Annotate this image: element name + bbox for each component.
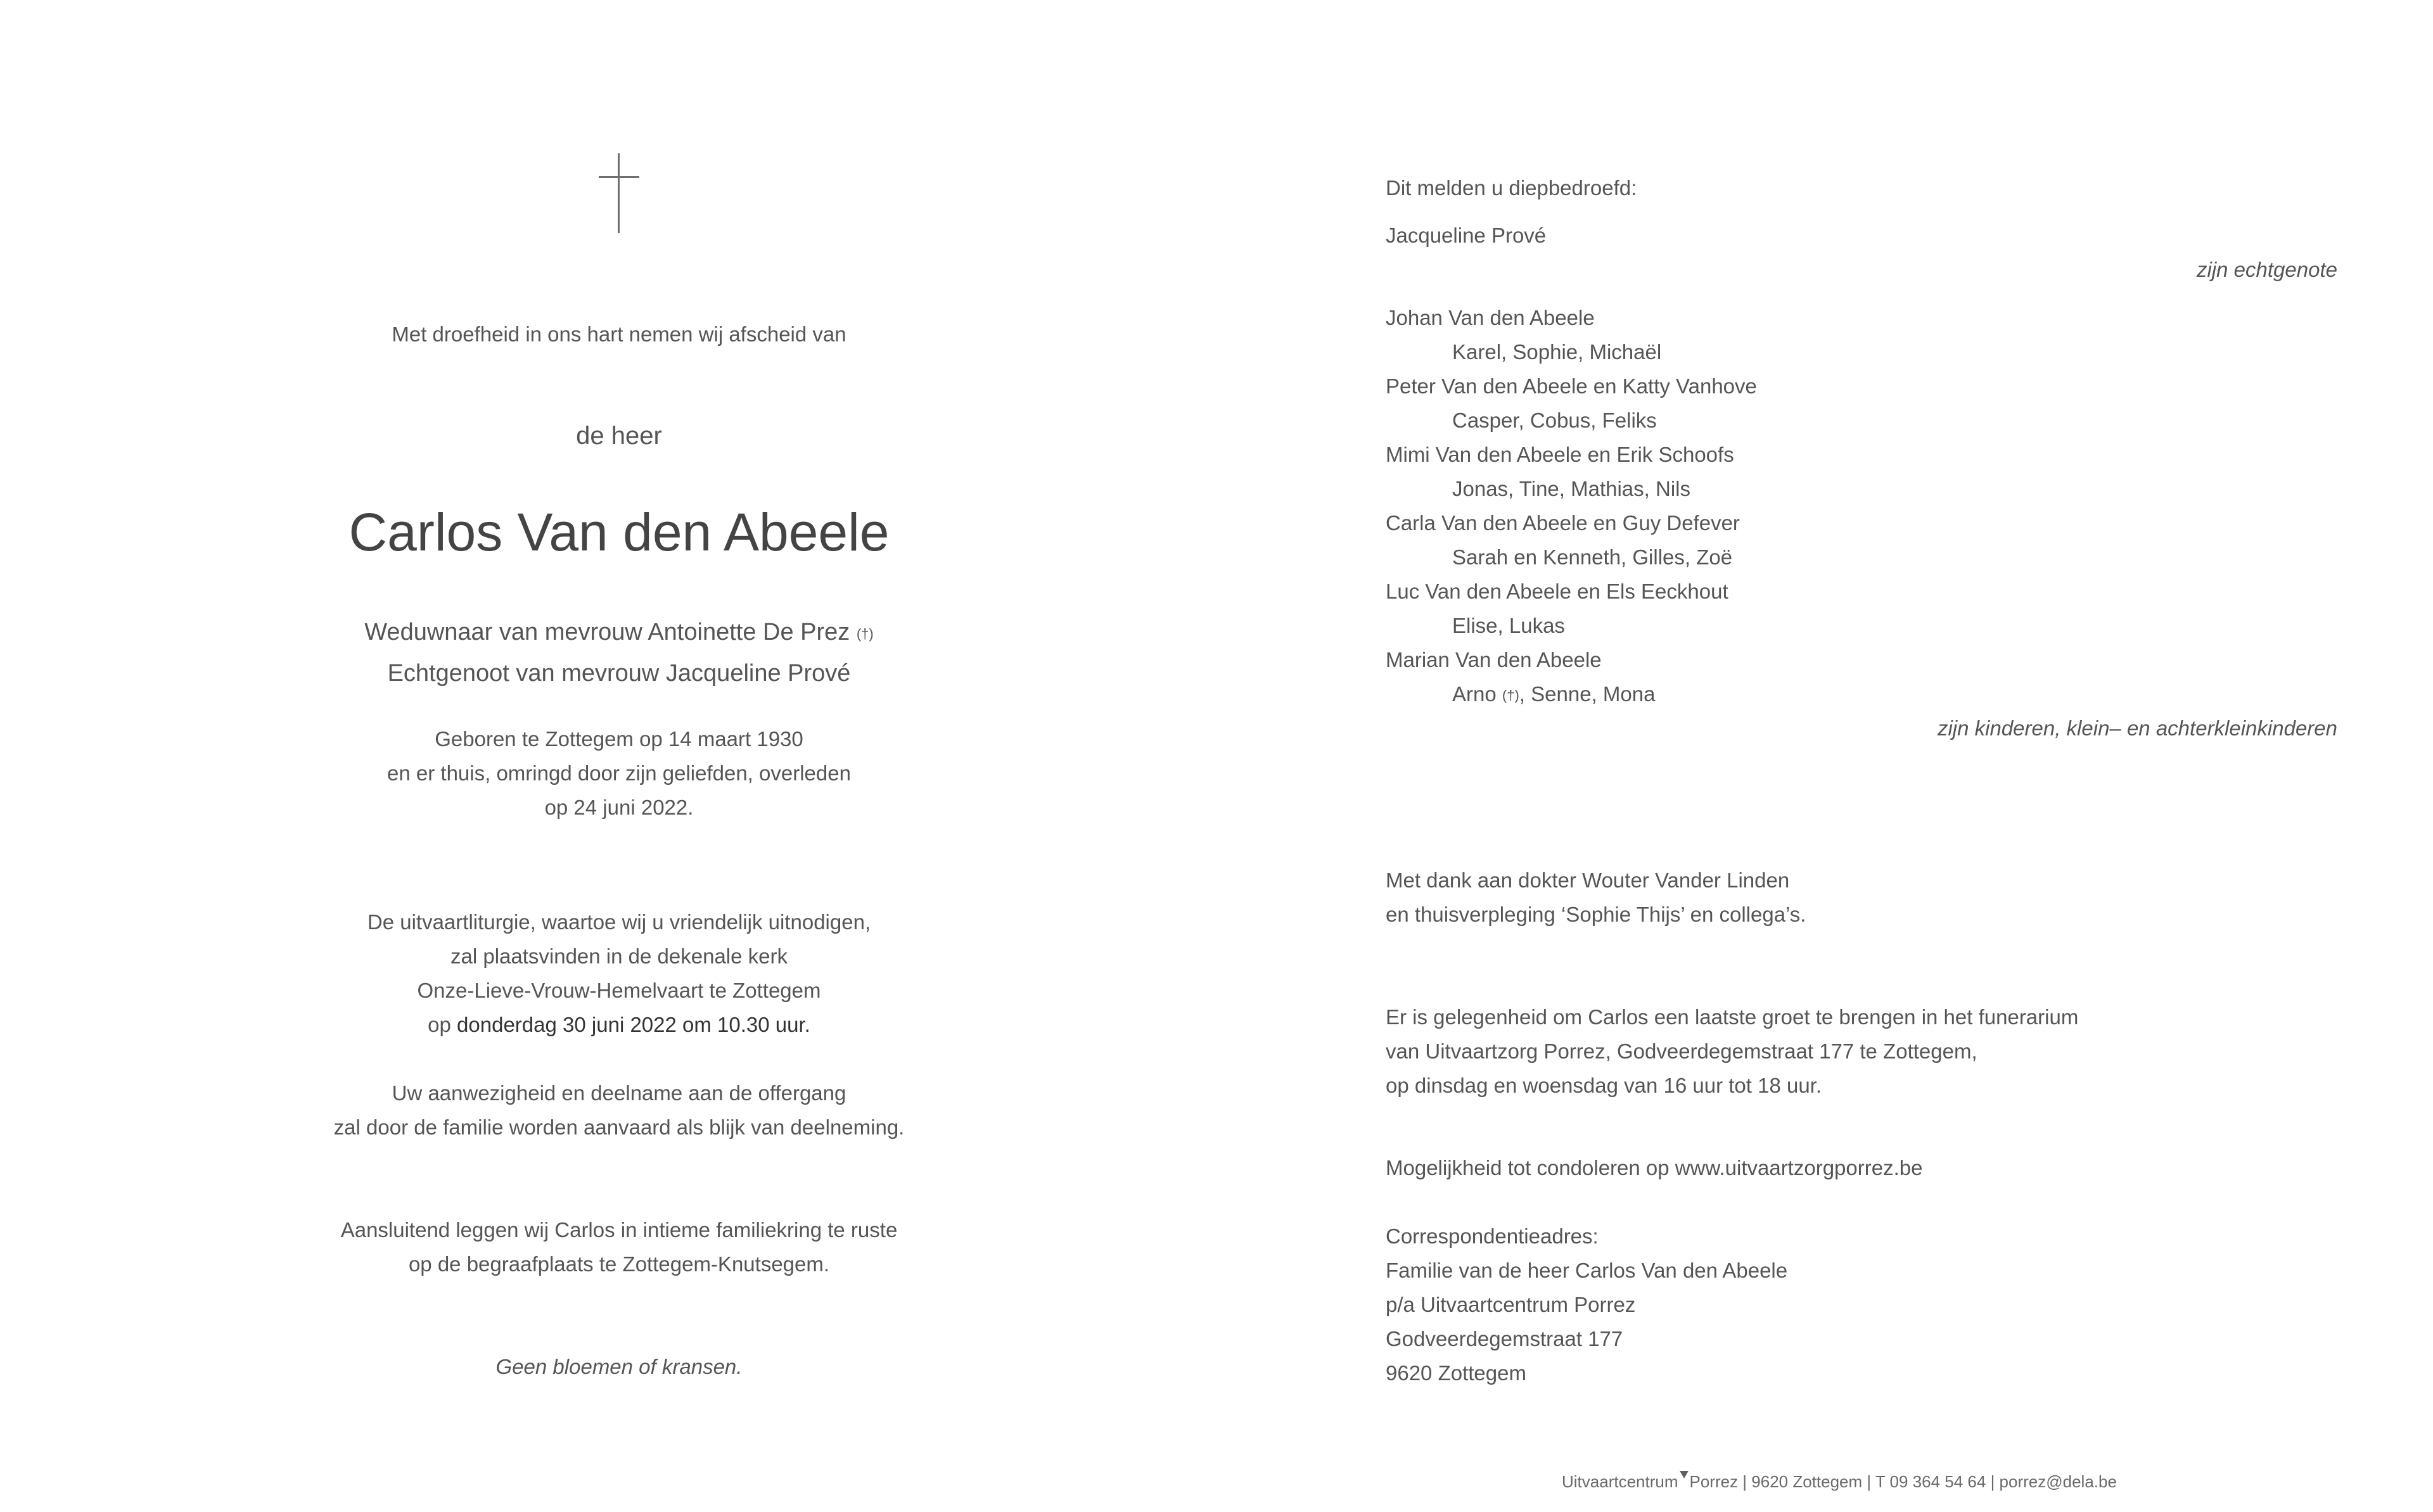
liturgy-date-prefix: op xyxy=(428,1013,457,1036)
grandchildren: Sarah en Kenneth, Gilles, Zoë xyxy=(1452,545,1733,569)
spouse-name: Jacqueline Prové xyxy=(1386,224,1547,247)
cross-horizontal-bar xyxy=(599,176,639,178)
presence-line: zal door de familie worden aanvaard als blijk van deelneming. xyxy=(333,1115,905,1139)
cross-vertical-bar xyxy=(618,153,620,233)
correspondence-line: p/a Uitvaartcentrum Porrez xyxy=(1386,1293,1636,1316)
grandchildren: Karel, Sophie, Michaël xyxy=(1452,340,1662,364)
title-prefix: de heer xyxy=(576,422,662,450)
funeral-home-footer xyxy=(1562,1471,2117,1492)
footer-brand-second: Porrez xyxy=(1689,1472,1739,1491)
thanks-line: en thuisverpleging ‘Sophie Thijs’ en collega’s. xyxy=(1386,903,1806,926)
visitation-line: op dinsdag en woensdag van 16 uur tot 18 uur. xyxy=(1386,1074,1822,1097)
correspondence-line: Godveerdegemstraat 177 xyxy=(1386,1327,1623,1350)
footer-contact: | 9620 Zottegem | T 09 364 54 64 | porrez@dela.be xyxy=(1738,1472,2117,1491)
presence-line: Uw aanwezigheid en deelname aan de offergang xyxy=(392,1081,846,1105)
dagger-icon: (†) xyxy=(1502,687,1519,703)
grandchildren: Casper, Cobus, Feliks xyxy=(1452,409,1657,432)
liturgy-date: donderdag 30 juni 2022 om 10.30 uur. xyxy=(457,1013,810,1036)
child-name: Luc Van den Abeele en Els Eeckhout xyxy=(1386,580,1728,603)
liturgy-date-line xyxy=(302,1012,936,1038)
correspondence-line: Familie van de heer Carlos Van den Abeele xyxy=(1386,1259,1788,1282)
liturgy-line: zal plaatsvinden in de dekenale kerk xyxy=(450,944,788,968)
condolences-text: Mogelijkheid tot condoleren op www.uitvaartzorgporrez.be xyxy=(1386,1156,1923,1179)
cross-icon xyxy=(599,153,639,233)
grandchildren: Elise, Lukas xyxy=(1452,614,1565,637)
announcement: Dit melden u diepbedroefd: xyxy=(1386,176,1637,200)
liturgy-line: De uitvaartliturgie, waartoe wij u vriendelijk uitnodigen, xyxy=(367,910,871,934)
relation-widower xyxy=(302,618,936,649)
grandchildren: Jonas, Tine, Mathias, Nils xyxy=(1452,477,1690,500)
birth-death-line: Geboren te Zottegem op 14 maart 1930 xyxy=(435,727,803,751)
no-flowers-note: Geen bloemen of kransen. xyxy=(495,1355,743,1378)
child-name: Mimi Van den Abeele en Erik Schoofs xyxy=(1386,443,1734,466)
grandchildren xyxy=(1452,682,1655,708)
birth-death-line: en er thuis, omringd door zijn geliefden, overleden xyxy=(387,761,851,785)
spouse-caption: zijn echtgenote xyxy=(2197,258,2337,281)
grandchild-name: Arno xyxy=(1452,682,1497,706)
thanks-line: Met dank aan dokter Wouter Vander Linden xyxy=(1386,868,1790,892)
child-name: Marian Van den Abeele xyxy=(1386,648,1602,671)
relation-text: Weduwnaar van mevrouw Antoinette De Prez xyxy=(364,619,850,645)
grandchildren-rest: , Senne, Mona xyxy=(1519,682,1656,706)
correspondence-label: Correspondentieadres: xyxy=(1386,1224,1599,1248)
footer-brand-first: Uitvaartcentrum xyxy=(1562,1472,1678,1491)
visitation-line: van Uitvaartzorg Porrez, Godveerdegemstraat 177 te Zottegem, xyxy=(1386,1039,1977,1063)
family-caption: zijn kinderen, klein– en achterkleinkinderen xyxy=(1937,716,2337,740)
child-name: Johan Van den Abeele xyxy=(1386,306,1595,329)
left-panel xyxy=(302,0,936,1512)
birth-death-line: op 24 juni 2022. xyxy=(544,796,694,819)
intro-text: Met droefheid in ons hart nemen wij afscheid van xyxy=(392,322,846,346)
burial-line: Aansluitend leggen wij Carlos in intieme familiekring te ruste xyxy=(340,1218,898,1242)
relation-text: Echtgenoot van mevrouw Jacqueline Prové xyxy=(387,660,851,687)
liturgy-line: Onze-Lieve-Vrouw-Hemelvaart te Zottegem xyxy=(417,979,821,1002)
relation-husband xyxy=(302,659,936,688)
child-name: Peter Van den Abeele en Katty Vanhove xyxy=(1386,374,1757,398)
child-name: Carla Van den Abeele en Guy Defever xyxy=(1386,511,1740,535)
triangle-down-icon xyxy=(1680,1471,1689,1478)
correspondence-line: 9620 Zottegem xyxy=(1386,1361,1526,1385)
visitation-line: Er is gelegenheid om Carlos een laatste groet te brengen in het funerarium xyxy=(1386,1005,2079,1029)
deceased-name: Carlos Van den Abeele xyxy=(348,502,890,562)
right-panel xyxy=(1386,0,2337,1512)
dagger-icon: (†) xyxy=(856,626,874,642)
burial-line: op de begraafplaats te Zottegem-Knutsegem. xyxy=(408,1252,830,1276)
